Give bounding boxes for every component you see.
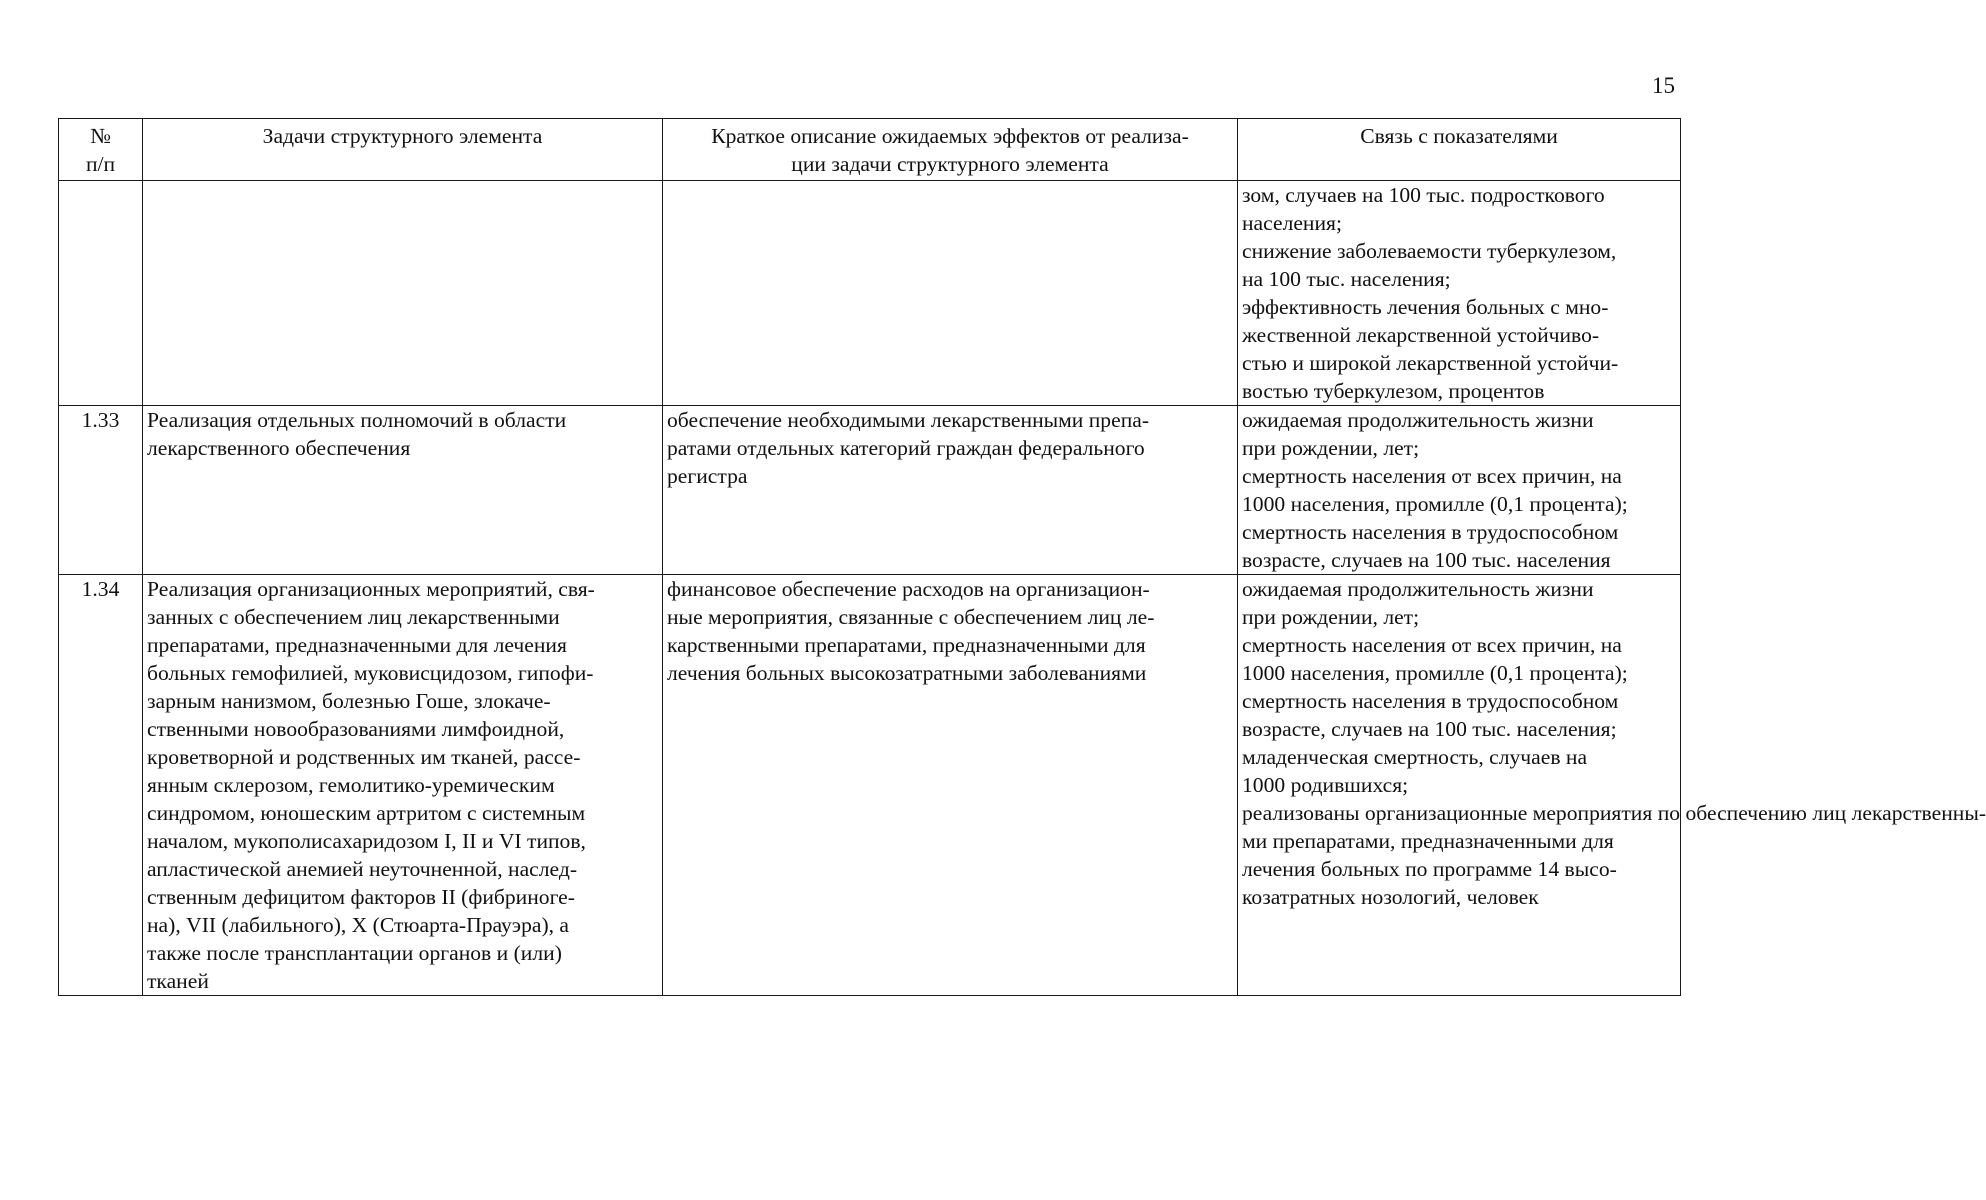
- row-link: [1238, 575, 1986, 996]
- task-line: занных с обеспечением лиц лекарственными: [147, 605, 560, 629]
- link-line: на 100 тыс. населения;: [1242, 267, 1451, 291]
- link-line: реализованы организационные мероприятия по обеспечению лиц лекарственны-: [1242, 801, 1986, 825]
- task-line: ственными новообразованиями лимфоидной,: [147, 717, 565, 741]
- effect-line: обеспечение необходимыми лекарственными препа-: [667, 408, 1150, 432]
- link-line: ожидаемая продолжительность жизни: [1242, 577, 1594, 601]
- table-row: [59, 575, 1681, 996]
- link-line: смертность населения в трудоспособном: [1242, 689, 1619, 713]
- task-line: Реализация отдельных полномочий в области: [147, 408, 567, 432]
- link-line: козатратных нозологий, человек: [1242, 885, 1539, 909]
- header-link-line: Связь с показателями: [1360, 124, 1558, 148]
- task-line: лекарственного обеспечения: [147, 436, 411, 460]
- link-line: ожидаемая продолжительность жизни: [1242, 408, 1594, 432]
- task-line: тканей: [147, 969, 209, 993]
- link-line: зом, случаев на 100 тыс. подросткового: [1242, 183, 1605, 207]
- table-row: [59, 181, 1681, 406]
- header-task: [143, 119, 663, 181]
- row-task: [143, 406, 663, 575]
- effect-line: ратами отдельных категорий граждан федерального: [667, 436, 1145, 460]
- row-num: [59, 181, 143, 406]
- task-line: зарным нанизмом, болезнью Гоше, злокаче-: [147, 689, 551, 713]
- link-line: населения;: [1242, 211, 1342, 235]
- link-line: востью туберкулезом, процентов: [1242, 379, 1545, 403]
- task-line: апластической анемией неуточненной, наслед-: [147, 857, 578, 881]
- link-line: младенческая смертность, случаев на: [1242, 745, 1588, 769]
- link-line: смертность населения от всех причин, на: [1242, 464, 1622, 488]
- task-line: ственным дефицитом факторов II (фибриноге-: [147, 885, 575, 909]
- link-line: стью и широкой лекарственной устойчи-: [1242, 351, 1619, 375]
- row-num: 1.33: [59, 406, 143, 575]
- row-link: [1238, 406, 1681, 575]
- task-line: янным склерозом, гемолитико-уремическим: [147, 773, 555, 797]
- task-line: синдромом, юношеским артритом с системным: [147, 801, 586, 825]
- effect-line: лечения больных высокозатратными заболеваниями: [667, 661, 1147, 685]
- page-number: 15: [1652, 73, 1675, 98]
- header-effect: [663, 119, 1238, 181]
- task-line: Реализация организационных мероприятий, свя-: [147, 577, 595, 601]
- link-line: эффективность лечения больных с мно-: [1242, 295, 1609, 319]
- row-effect: [663, 181, 1238, 406]
- row-task: [143, 575, 663, 996]
- task-line: кроветворной и родственных им тканей, рассе-: [147, 745, 581, 769]
- link-line: возрасте, случаев на 100 тыс. населения;: [1242, 717, 1617, 741]
- row-link: [1238, 181, 1681, 406]
- link-line: при рождении, лет;: [1242, 436, 1420, 460]
- header-link: [1238, 119, 1681, 181]
- header-effect-line: Краткое описание ожидаемых эффектов от реализа-: [711, 124, 1189, 148]
- link-line: лечения больных по программе 14 высо-: [1242, 857, 1617, 881]
- task-line: также после трансплантации органов и (или): [147, 941, 562, 965]
- header-num-line: №: [90, 124, 111, 148]
- link-line: ми препаратами, предназначенными для: [1242, 829, 1614, 853]
- table-header-row: [59, 119, 1681, 181]
- header-num-line: п/п: [85, 152, 116, 176]
- link-line: 1000 населения, промилле (0,1 процента);: [1242, 492, 1628, 516]
- task-line: больных гемофилией, муковисцидозом, гипофи-: [147, 661, 594, 685]
- header-effect-line: ции задачи структурного элемента: [791, 152, 1109, 176]
- link-line: смертность населения в трудоспособном: [1242, 520, 1619, 544]
- link-line: 1000 населения, промилле (0,1 процента);: [1242, 661, 1628, 685]
- effect-line: ные мероприятия, связанные с обеспечением лиц ле-: [667, 605, 1155, 629]
- table-row: [59, 406, 1681, 575]
- link-line: смертность населения от всех причин, на: [1242, 633, 1622, 657]
- row-effect: [663, 406, 1238, 575]
- task-line: препаратами, предназначенными для лечения: [147, 633, 567, 657]
- header-task-line: Задачи структурного элемента: [262, 124, 543, 148]
- effect-line: финансовое обеспечение расходов на организацион-: [667, 577, 1150, 601]
- task-line: на), VII (лабильного), X (Стюарта-Прауэра), а: [147, 913, 570, 937]
- link-line: возрасте, случаев на 100 тыс. населения: [1242, 548, 1611, 572]
- link-line: снижение заболеваемости туберкулезом,: [1242, 239, 1617, 263]
- link-line: жественной лекарственной устойчиво-: [1242, 323, 1600, 347]
- link-line: при рождении, лет;: [1242, 605, 1420, 629]
- effect-line: карственными препаратами, предназначенными для: [667, 633, 1146, 657]
- row-effect: [663, 575, 1238, 996]
- measures-table: [58, 118, 1986, 996]
- row-task: [143, 181, 663, 406]
- effect-line: регистра: [667, 464, 748, 488]
- row-num: 1.34: [59, 575, 143, 996]
- task-line: началом, мукополисахаридозом I, II и VI типов,: [147, 829, 586, 853]
- link-line: 1000 родившихся;: [1242, 773, 1409, 797]
- header-num: [59, 119, 143, 181]
